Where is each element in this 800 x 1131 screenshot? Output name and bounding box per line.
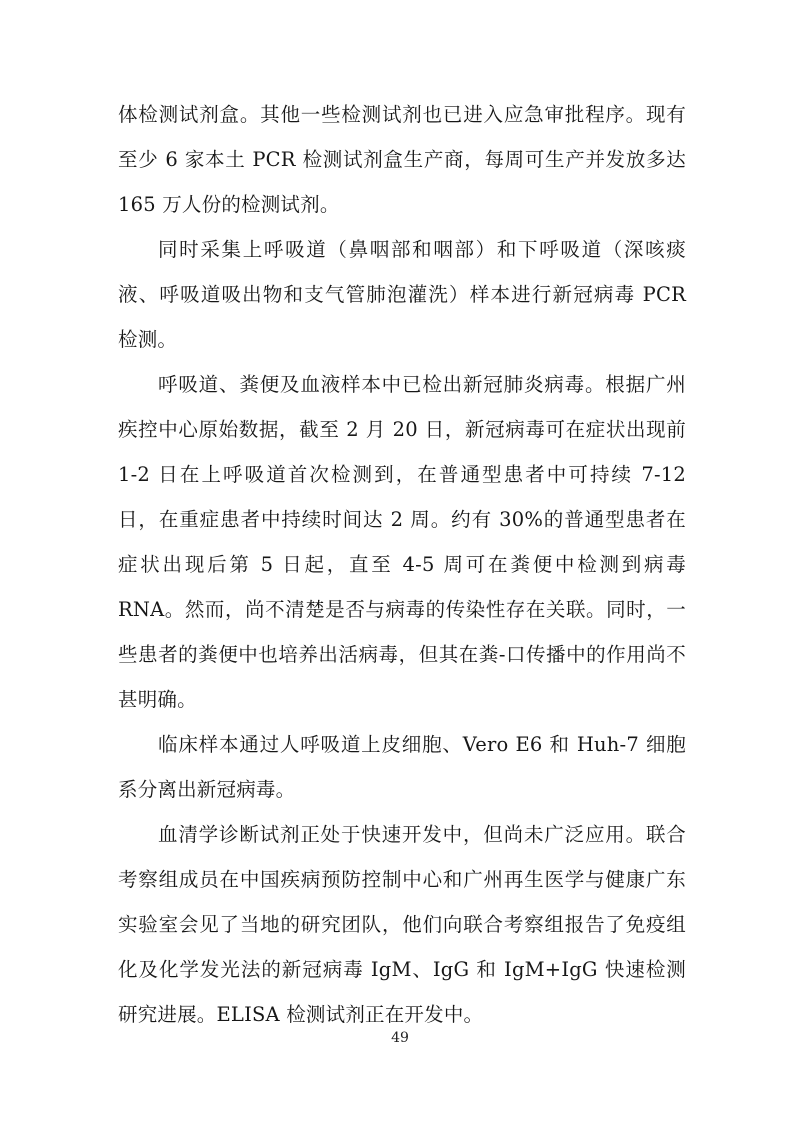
page-body — [118, 92, 686, 1037]
page-number: 49 — [391, 1030, 409, 1046]
paragraph-5: 血清学诊断试剂正处于快速开发中，但尚未广泛应用。联合考察组成员在中国疾病预防控制中心和广州再生医学与健康广东实验室会见了当地的研究团队，他们向联合考察组报告了免疫组化及化学发光法的新冠病毒 IgM、IgG 和 IgM+IgG 快速检测研究进展。ELISA 检测试剂正在开发中。 — [118, 823, 686, 1026]
paragraph-3: 呼吸道、粪便及血液样本中已检出新冠肺炎病毒。根据广州疾控中心原始数据，截至 2 月 20 日，新冠病毒可在症状出现前 1-2 日在上呼吸道首次检测到，在普通型患者中可持续 7-12 日，在重症患者中持续时间达 2 周。约有 30%的普通型患者在症状出现后第 5 日起，直至 4-5 周可在粪便中检测到病毒 RNA。然而，尚不清楚是否与病毒的传染性存在关联。同时，一些患者的粪便中也培养出活病毒，但其在粪-口传播中的作用尚不甚明确。 — [118, 373, 686, 711]
paragraph-2: 同时采集上呼吸道（鼻咽部和咽部）和下呼吸道（深咳痰液、呼吸道吸出物和支气管肺泡灌洗）样本进行新冠病毒 PCR 检测。 — [118, 238, 686, 351]
paragraph-1: 体检测试剂盒。其他一些检测试剂也已进入应急审批程序。现有至少 6 家本土 PCR 检测试剂盒生产商，每周可生产并发放多达 165 万人份的检测试剂。 — [118, 103, 686, 216]
paragraph-4: 临床样本通过人呼吸道上皮细胞、Vero E6 和 Huh-7 细胞系分离出新冠病毒。 — [118, 733, 686, 801]
